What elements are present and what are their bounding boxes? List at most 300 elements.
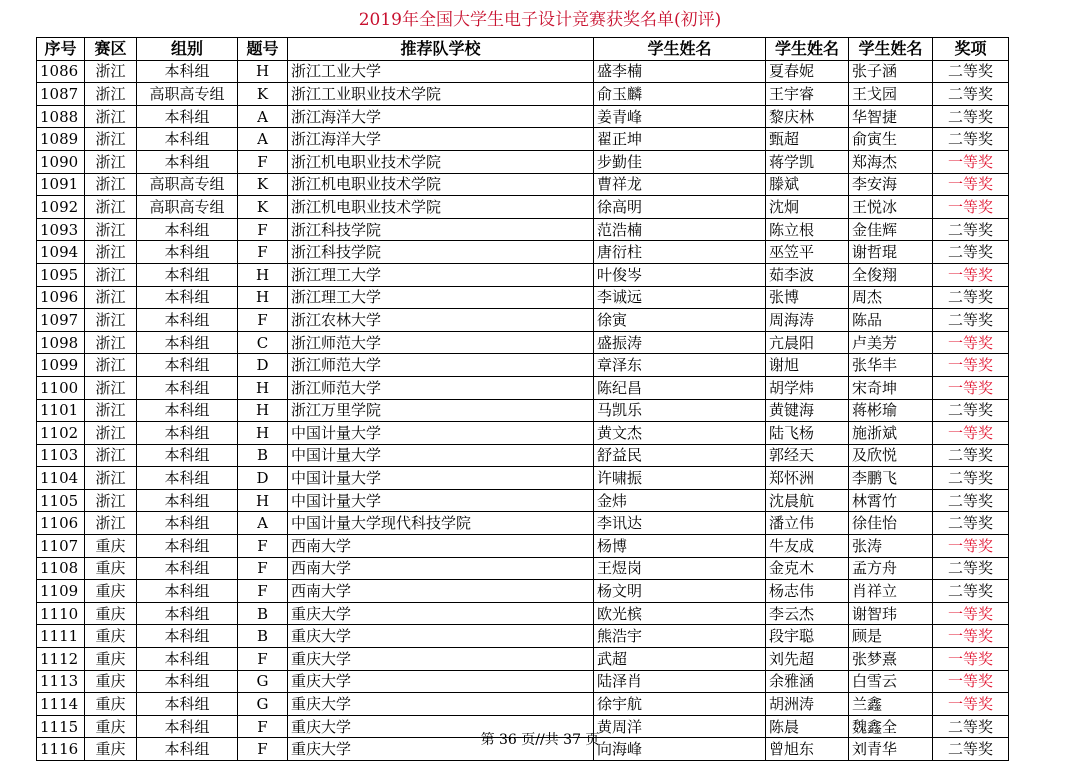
row-school: 浙江万里学院 xyxy=(288,399,594,422)
row-school: 浙江农林大学 xyxy=(288,309,594,332)
row-award: 一等奖 xyxy=(933,693,1009,716)
row-award: 一等奖 xyxy=(933,625,1009,648)
row-no: 1099 xyxy=(37,354,85,377)
row-student-1: 范浩楠 xyxy=(594,218,766,241)
header-student-2: 学生姓名 xyxy=(766,38,849,61)
row-student-1: 李讯达 xyxy=(594,512,766,535)
table-row xyxy=(37,173,1009,196)
row-award: 一等奖 xyxy=(933,150,1009,173)
row-award: 一等奖 xyxy=(933,670,1009,693)
row-student-3: 张梦熹 xyxy=(849,648,933,671)
row-award: 一等奖 xyxy=(933,648,1009,671)
row-student-3: 白雪云 xyxy=(849,670,933,693)
table-row xyxy=(37,489,1009,512)
row-student-1: 武超 xyxy=(594,648,766,671)
row-region: 浙江 xyxy=(85,286,137,309)
row-problem: B xyxy=(238,602,288,625)
table-row xyxy=(37,128,1009,151)
table-row xyxy=(37,60,1009,83)
row-school: 浙江海洋大学 xyxy=(288,128,594,151)
table-row xyxy=(37,602,1009,625)
row-student-1: 徐寅 xyxy=(594,309,766,332)
row-no: 1090 xyxy=(37,150,85,173)
row-group: 本科组 xyxy=(137,331,238,354)
row-problem: K xyxy=(238,83,288,106)
row-student-3: 俞寅生 xyxy=(849,128,933,151)
row-problem: A xyxy=(238,512,288,535)
row-region: 浙江 xyxy=(85,263,137,286)
row-region: 浙江 xyxy=(85,512,137,535)
row-no: 1097 xyxy=(37,309,85,332)
row-student-3: 全俊翔 xyxy=(849,263,933,286)
row-student-3: 华智捷 xyxy=(849,105,933,128)
row-award: 一等奖 xyxy=(933,535,1009,558)
row-award: 二等奖 xyxy=(933,286,1009,309)
row-student-2: 沈晨航 xyxy=(766,489,849,512)
row-school: 重庆大学 xyxy=(288,602,594,625)
row-student-1: 许啸振 xyxy=(594,467,766,490)
row-student-1: 徐宇航 xyxy=(594,693,766,716)
row-school: 西南大学 xyxy=(288,535,594,558)
header-student-1: 学生姓名 xyxy=(594,38,766,61)
row-no: 1110 xyxy=(37,602,85,625)
row-no: 1107 xyxy=(37,535,85,558)
row-region: 重庆 xyxy=(85,580,137,603)
row-region: 浙江 xyxy=(85,196,137,219)
row-student-1: 陆泽肖 xyxy=(594,670,766,693)
row-award: 二等奖 xyxy=(933,399,1009,422)
row-region: 重庆 xyxy=(85,670,137,693)
row-region: 浙江 xyxy=(85,331,137,354)
row-student-3: 周杰 xyxy=(849,286,933,309)
row-group: 本科组 xyxy=(137,263,238,286)
row-group: 本科组 xyxy=(137,60,238,83)
row-student-3: 孟方舟 xyxy=(849,557,933,580)
table-row xyxy=(37,670,1009,693)
row-student-2: 蒋学凯 xyxy=(766,150,849,173)
row-student-3: 魏鑫全 xyxy=(849,715,933,738)
row-student-1: 马凯乐 xyxy=(594,399,766,422)
row-student-2: 谢旭 xyxy=(766,354,849,377)
row-student-3: 卢美芳 xyxy=(849,331,933,354)
header-award: 奖项 xyxy=(933,38,1009,61)
row-award: 二等奖 xyxy=(933,83,1009,106)
row-problem: F xyxy=(238,557,288,580)
row-school: 重庆大学 xyxy=(288,715,594,738)
row-group: 本科组 xyxy=(137,670,238,693)
row-school: 浙江工业大学 xyxy=(288,60,594,83)
row-student-2: 郑怀洲 xyxy=(766,467,849,490)
row-group: 本科组 xyxy=(137,738,238,761)
row-region: 重庆 xyxy=(85,693,137,716)
table-row xyxy=(37,196,1009,219)
row-award: 二等奖 xyxy=(933,580,1009,603)
row-award: 二等奖 xyxy=(933,241,1009,264)
row-school: 浙江科技学院 xyxy=(288,241,594,264)
row-student-2: 胡学炜 xyxy=(766,376,849,399)
row-region: 浙江 xyxy=(85,128,137,151)
row-student-2: 黄键海 xyxy=(766,399,849,422)
table-row xyxy=(37,241,1009,264)
row-region: 浙江 xyxy=(85,150,137,173)
row-region: 浙江 xyxy=(85,489,137,512)
row-student-3: 兰鑫 xyxy=(849,693,933,716)
row-region: 浙江 xyxy=(85,218,137,241)
row-problem: F xyxy=(238,535,288,558)
row-school: 中国计量大学现代科技学院 xyxy=(288,512,594,535)
row-student-3: 蒋彬瑜 xyxy=(849,399,933,422)
row-student-2: 王宇睿 xyxy=(766,83,849,106)
row-problem: F xyxy=(238,648,288,671)
row-group: 本科组 xyxy=(137,128,238,151)
row-problem: H xyxy=(238,376,288,399)
row-problem: H xyxy=(238,399,288,422)
table-row xyxy=(37,105,1009,128)
row-student-3: 施浙斌 xyxy=(849,422,933,445)
row-student-3: 郑海杰 xyxy=(849,150,933,173)
row-school: 浙江理工大学 xyxy=(288,263,594,286)
row-region: 重庆 xyxy=(85,602,137,625)
row-student-1: 黄文杰 xyxy=(594,422,766,445)
row-problem: A xyxy=(238,105,288,128)
row-group: 本科组 xyxy=(137,105,238,128)
table-row xyxy=(37,580,1009,603)
row-award: 二等奖 xyxy=(933,444,1009,467)
row-region: 浙江 xyxy=(85,444,137,467)
row-school: 浙江师范大学 xyxy=(288,376,594,399)
row-student-2: 金克木 xyxy=(766,557,849,580)
row-student-1: 金炜 xyxy=(594,489,766,512)
row-school: 重庆大学 xyxy=(288,625,594,648)
row-problem: F xyxy=(238,580,288,603)
row-problem: B xyxy=(238,444,288,467)
row-student-1: 向海峰 xyxy=(594,738,766,761)
row-region: 浙江 xyxy=(85,83,137,106)
row-student-3: 肖祥立 xyxy=(849,580,933,603)
row-problem: F xyxy=(238,738,288,761)
row-group: 本科组 xyxy=(137,693,238,716)
row-group: 本科组 xyxy=(137,557,238,580)
row-student-3: 徐佳怡 xyxy=(849,512,933,535)
row-student-1: 杨博 xyxy=(594,535,766,558)
row-student-2: 黎庆林 xyxy=(766,105,849,128)
row-student-2: 甄超 xyxy=(766,128,849,151)
row-problem: B xyxy=(238,625,288,648)
row-student-2: 潘立伟 xyxy=(766,512,849,535)
row-problem: K xyxy=(238,196,288,219)
row-student-3: 顾是 xyxy=(849,625,933,648)
row-problem: F xyxy=(238,309,288,332)
row-group: 本科组 xyxy=(137,422,238,445)
row-award: 二等奖 xyxy=(933,467,1009,490)
table-row xyxy=(37,83,1009,106)
row-problem: F xyxy=(238,715,288,738)
header-group: 组别 xyxy=(137,38,238,61)
row-award: 一等奖 xyxy=(933,422,1009,445)
table-row xyxy=(37,263,1009,286)
row-group: 本科组 xyxy=(137,150,238,173)
row-award: 一等奖 xyxy=(933,263,1009,286)
row-student-1: 章泽东 xyxy=(594,354,766,377)
row-student-3: 陈品 xyxy=(849,309,933,332)
row-student-3: 谢哲琨 xyxy=(849,241,933,264)
row-student-1: 步勤佳 xyxy=(594,150,766,173)
row-no: 1115 xyxy=(37,715,85,738)
row-award: 一等奖 xyxy=(933,196,1009,219)
row-group: 本科组 xyxy=(137,309,238,332)
table-row xyxy=(37,399,1009,422)
row-no: 1108 xyxy=(37,557,85,580)
row-no: 1092 xyxy=(37,196,85,219)
row-school: 浙江海洋大学 xyxy=(288,105,594,128)
row-school: 中国计量大学 xyxy=(288,444,594,467)
row-student-3: 张华丰 xyxy=(849,354,933,377)
row-region: 重庆 xyxy=(85,715,137,738)
page-footer: 第 36 页//共 37 页 xyxy=(480,732,600,748)
row-student-1: 陈纪昌 xyxy=(594,376,766,399)
row-problem: G xyxy=(238,670,288,693)
row-region: 浙江 xyxy=(85,422,137,445)
table-row xyxy=(37,331,1009,354)
row-student-2: 陈晨 xyxy=(766,715,849,738)
row-no: 1109 xyxy=(37,580,85,603)
row-group: 本科组 xyxy=(137,376,238,399)
row-student-3: 王悦冰 xyxy=(849,196,933,219)
row-group: 高职高专组 xyxy=(137,196,238,219)
table-row xyxy=(37,422,1009,445)
row-no: 1104 xyxy=(37,467,85,490)
row-no: 1111 xyxy=(37,625,85,648)
table-row xyxy=(37,354,1009,377)
row-student-3: 宋奇坤 xyxy=(849,376,933,399)
row-school: 浙江工业职业技术学院 xyxy=(288,83,594,106)
row-student-1: 盛振涛 xyxy=(594,331,766,354)
row-no: 1098 xyxy=(37,331,85,354)
row-student-1: 杨文明 xyxy=(594,580,766,603)
row-award: 二等奖 xyxy=(933,105,1009,128)
row-group: 本科组 xyxy=(137,241,238,264)
row-group: 本科组 xyxy=(137,602,238,625)
table-row xyxy=(37,535,1009,558)
row-student-2: 张博 xyxy=(766,286,849,309)
row-problem: H xyxy=(238,60,288,83)
row-student-1: 叶俊岑 xyxy=(594,263,766,286)
row-school: 西南大学 xyxy=(288,580,594,603)
row-student-3: 张涛 xyxy=(849,535,933,558)
row-problem: H xyxy=(238,263,288,286)
row-school: 浙江科技学院 xyxy=(288,218,594,241)
row-group: 本科组 xyxy=(137,580,238,603)
row-problem: H xyxy=(238,489,288,512)
row-problem: K xyxy=(238,173,288,196)
row-region: 浙江 xyxy=(85,241,137,264)
row-award: 二等奖 xyxy=(933,715,1009,738)
row-problem: C xyxy=(238,331,288,354)
row-student-2: 夏春妮 xyxy=(766,60,849,83)
row-student-2: 刘先超 xyxy=(766,648,849,671)
row-student-3: 及欣悦 xyxy=(849,444,933,467)
row-group: 本科组 xyxy=(137,625,238,648)
row-school: 中国计量大学 xyxy=(288,467,594,490)
row-award: 二等奖 xyxy=(933,512,1009,535)
row-award: 二等奖 xyxy=(933,309,1009,332)
table-row xyxy=(37,512,1009,535)
row-student-2: 沈炯 xyxy=(766,196,849,219)
row-no: 1106 xyxy=(37,512,85,535)
row-no: 1088 xyxy=(37,105,85,128)
row-student-2: 滕斌 xyxy=(766,173,849,196)
header-no: 序号 xyxy=(37,38,85,61)
row-no: 1105 xyxy=(37,489,85,512)
row-group: 高职高专组 xyxy=(137,83,238,106)
row-award: 二等奖 xyxy=(933,738,1009,761)
table-row xyxy=(37,625,1009,648)
row-region: 重庆 xyxy=(85,648,137,671)
row-student-1: 翟正坤 xyxy=(594,128,766,151)
row-student-2: 巫笠平 xyxy=(766,241,849,264)
row-student-2: 陆飞杨 xyxy=(766,422,849,445)
row-no: 1094 xyxy=(37,241,85,264)
row-problem: D xyxy=(238,354,288,377)
row-problem: F xyxy=(238,150,288,173)
row-student-1: 曹祥龙 xyxy=(594,173,766,196)
table-row xyxy=(37,648,1009,671)
row-student-1: 盛李楠 xyxy=(594,60,766,83)
row-region: 浙江 xyxy=(85,309,137,332)
row-group: 本科组 xyxy=(137,489,238,512)
row-student-3: 谢智玮 xyxy=(849,602,933,625)
row-award: 一等奖 xyxy=(933,376,1009,399)
row-student-3: 王戈园 xyxy=(849,83,933,106)
row-student-1: 舒益民 xyxy=(594,444,766,467)
page-title: 2019年全国大学生电子设计竞赛获奖名单(初评) xyxy=(358,10,722,30)
row-award: 二等奖 xyxy=(933,60,1009,83)
table-row xyxy=(37,376,1009,399)
row-no: 1102 xyxy=(37,422,85,445)
row-award: 一等奖 xyxy=(933,354,1009,377)
row-student-1: 徐高明 xyxy=(594,196,766,219)
row-student-1: 李诚远 xyxy=(594,286,766,309)
row-student-3: 张子涵 xyxy=(849,60,933,83)
row-group: 本科组 xyxy=(137,512,238,535)
row-student-2: 杨志伟 xyxy=(766,580,849,603)
table-row xyxy=(37,150,1009,173)
row-region: 重庆 xyxy=(85,557,137,580)
row-group: 本科组 xyxy=(137,648,238,671)
row-no: 1087 xyxy=(37,83,85,106)
row-school: 浙江机电职业技术学院 xyxy=(288,150,594,173)
row-award: 一等奖 xyxy=(933,602,1009,625)
row-region: 重庆 xyxy=(85,625,137,648)
row-school: 重庆大学 xyxy=(288,648,594,671)
row-student-2: 郭经天 xyxy=(766,444,849,467)
row-school: 中国计量大学 xyxy=(288,489,594,512)
row-group: 本科组 xyxy=(137,715,238,738)
row-student-2: 亢晨阳 xyxy=(766,331,849,354)
row-award: 二等奖 xyxy=(933,557,1009,580)
header-school: 推荐队学校 xyxy=(288,38,594,61)
table-row xyxy=(37,444,1009,467)
row-problem: F xyxy=(238,218,288,241)
row-no: 1089 xyxy=(37,128,85,151)
row-group: 本科组 xyxy=(137,286,238,309)
row-school: 浙江机电职业技术学院 xyxy=(288,173,594,196)
row-region: 重庆 xyxy=(85,738,137,761)
header-problem: 题号 xyxy=(238,38,288,61)
row-student-1: 欧光槟 xyxy=(594,602,766,625)
row-school: 重庆大学 xyxy=(288,738,594,761)
row-award: 一等奖 xyxy=(933,331,1009,354)
row-no: 1116 xyxy=(37,738,85,761)
row-student-1: 唐衍柱 xyxy=(594,241,766,264)
row-no: 1096 xyxy=(37,286,85,309)
row-award: 二等奖 xyxy=(933,489,1009,512)
row-problem: G xyxy=(238,693,288,716)
row-school: 浙江机电职业技术学院 xyxy=(288,196,594,219)
row-no: 1100 xyxy=(37,376,85,399)
row-school: 西南大学 xyxy=(288,557,594,580)
row-student-1: 姜青峰 xyxy=(594,105,766,128)
row-school: 重庆大学 xyxy=(288,670,594,693)
row-problem: H xyxy=(238,422,288,445)
row-student-3: 刘青华 xyxy=(849,738,933,761)
row-student-3: 林霄竹 xyxy=(849,489,933,512)
row-award: 一等奖 xyxy=(933,173,1009,196)
table-header-row xyxy=(37,38,1009,61)
award-table xyxy=(36,37,1009,761)
row-student-2: 李云杰 xyxy=(766,602,849,625)
table-row xyxy=(37,693,1009,716)
row-no: 1113 xyxy=(37,670,85,693)
row-award: 二等奖 xyxy=(933,218,1009,241)
row-group: 本科组 xyxy=(137,467,238,490)
row-school: 中国计量大学 xyxy=(288,422,594,445)
row-student-2: 余雅涵 xyxy=(766,670,849,693)
row-student-1: 黄周洋 xyxy=(594,715,766,738)
row-group: 高职高专组 xyxy=(137,173,238,196)
row-no: 1086 xyxy=(37,60,85,83)
row-region: 浙江 xyxy=(85,399,137,422)
row-no: 1101 xyxy=(37,399,85,422)
row-no: 1095 xyxy=(37,263,85,286)
row-group: 本科组 xyxy=(137,444,238,467)
row-group: 本科组 xyxy=(137,399,238,422)
row-region: 重庆 xyxy=(85,535,137,558)
row-no: 1091 xyxy=(37,173,85,196)
row-student-2: 牛友成 xyxy=(766,535,849,558)
row-no: 1103 xyxy=(37,444,85,467)
row-no: 1112 xyxy=(37,648,85,671)
row-region: 浙江 xyxy=(85,354,137,377)
row-award: 二等奖 xyxy=(933,128,1009,151)
header-region: 赛区 xyxy=(85,38,137,61)
table-row xyxy=(37,218,1009,241)
header-student-3: 学生姓名 xyxy=(849,38,933,61)
row-student-3: 金佳辉 xyxy=(849,218,933,241)
row-region: 浙江 xyxy=(85,105,137,128)
row-group: 本科组 xyxy=(137,354,238,377)
row-problem: H xyxy=(238,286,288,309)
row-group: 本科组 xyxy=(137,535,238,558)
row-student-1: 熊浩宇 xyxy=(594,625,766,648)
row-problem: D xyxy=(238,467,288,490)
row-student-2: 胡洲涛 xyxy=(766,693,849,716)
row-region: 浙江 xyxy=(85,376,137,399)
row-student-2: 陈立根 xyxy=(766,218,849,241)
table-row xyxy=(37,309,1009,332)
row-student-1: 王煜岗 xyxy=(594,557,766,580)
row-region: 浙江 xyxy=(85,60,137,83)
